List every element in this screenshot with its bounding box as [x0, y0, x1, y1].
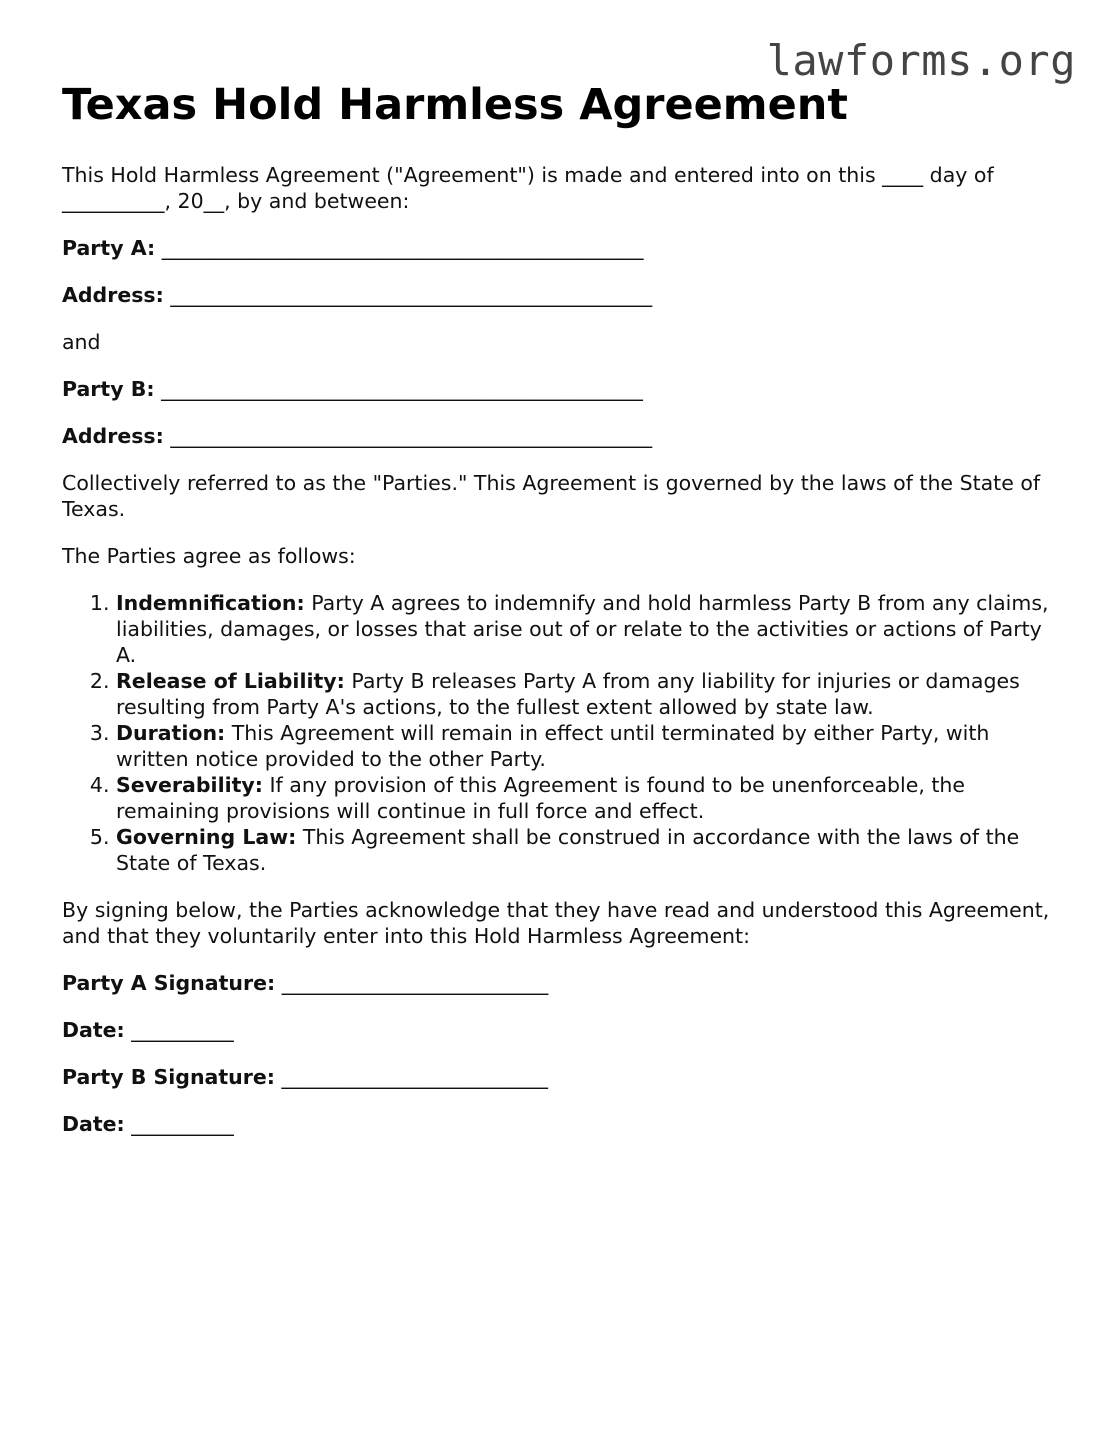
clause-text: This Agreement shall be construed in accordance with the laws of the State of Texas.	[116, 825, 1020, 875]
document-page	[62, 78, 1052, 1158]
clause-item	[116, 824, 1052, 876]
party-a-signature-label: Party A Signature:	[62, 971, 276, 995]
clauses-list	[62, 590, 1052, 876]
party-b-signature-label: Party B Signature:	[62, 1065, 275, 1089]
party-a-address-label: Address:	[62, 283, 164, 307]
clause-item	[116, 772, 1052, 824]
party-a-address-field	[62, 282, 1052, 308]
clause-heading: Indemnification:	[116, 591, 305, 615]
clause-heading: Duration:	[116, 721, 226, 745]
party-b-address-blank: _______________________________________________	[170, 424, 653, 448]
party-b-field	[62, 376, 1052, 402]
clause-item	[116, 720, 1052, 772]
closing-paragraph: By signing below, the Parties acknowledge that they have read and understood this Agreement, and that they voluntarily enter into this Hold Harmless Agreement:	[62, 898, 1050, 948]
clause-heading: Severability:	[116, 773, 263, 797]
party-a-signature-blank: __________________________	[281, 971, 549, 995]
clause-text: Party B releases Party A from any liability for injuries or damages resulting from Party A's actions, to the fullest extent allowed by state law.	[116, 669, 1020, 719]
collective-paragraph: Collectively referred to as the "Parties." This Agreement is governed by the laws of the State of Texas.	[62, 471, 1041, 521]
party-a-blank: _______________________________________________	[161, 236, 644, 260]
party-a-date-label: Date:	[62, 1018, 125, 1042]
lawforms-watermark: lawforms.org	[766, 36, 1076, 85]
party-b-signature-blank: __________________________	[281, 1065, 549, 1089]
party-b-blank: _______________________________________________	[161, 377, 643, 401]
party-a-field	[62, 235, 1052, 261]
party-a-date-blank: __________	[131, 1018, 234, 1042]
clause-heading: Governing Law:	[116, 825, 297, 849]
party-b-address-field	[62, 423, 1052, 449]
party-b-date-field	[62, 1111, 1052, 1137]
party-a-address-blank: _______________________________________________	[170, 283, 653, 307]
clause-text: If any provision of this Agreement is found to be unenforceable, the remaining provisions will continue in full force and effect.	[116, 773, 966, 823]
intro-paragraph: This Hold Harmless Agreement ("Agreement") is made and entered into on this ____ day of __________, 20__, by and between:	[62, 163, 994, 213]
party-a-date-field	[62, 1017, 1052, 1043]
clause-heading: Release of Liability:	[116, 669, 345, 693]
clause-item	[116, 668, 1052, 720]
document-title: Texas Hold Harmless Agreement	[62, 80, 848, 130]
party-b-date-blank: __________	[131, 1112, 234, 1136]
party-a-signature-field	[62, 970, 1052, 996]
clause-text: Party A agrees to indemnify and hold harmless Party B from any claims, liabilities, damages, or losses that arise out of or relate to the activities or actions of Party A.	[116, 591, 1049, 667]
party-b-signature-field	[62, 1064, 1052, 1090]
clause-text: This Agreement will remain in effect until terminated by either Party, with written notice provided to the other Party.	[116, 721, 990, 771]
party-b-address-label: Address:	[62, 424, 164, 448]
party-b-label: Party B:	[62, 377, 155, 401]
and-text: and	[62, 330, 101, 354]
party-a-label: Party A:	[62, 236, 156, 260]
clause-item	[116, 590, 1052, 668]
agree-intro: The Parties agree as follows:	[62, 544, 356, 568]
party-b-date-label: Date:	[62, 1112, 125, 1136]
